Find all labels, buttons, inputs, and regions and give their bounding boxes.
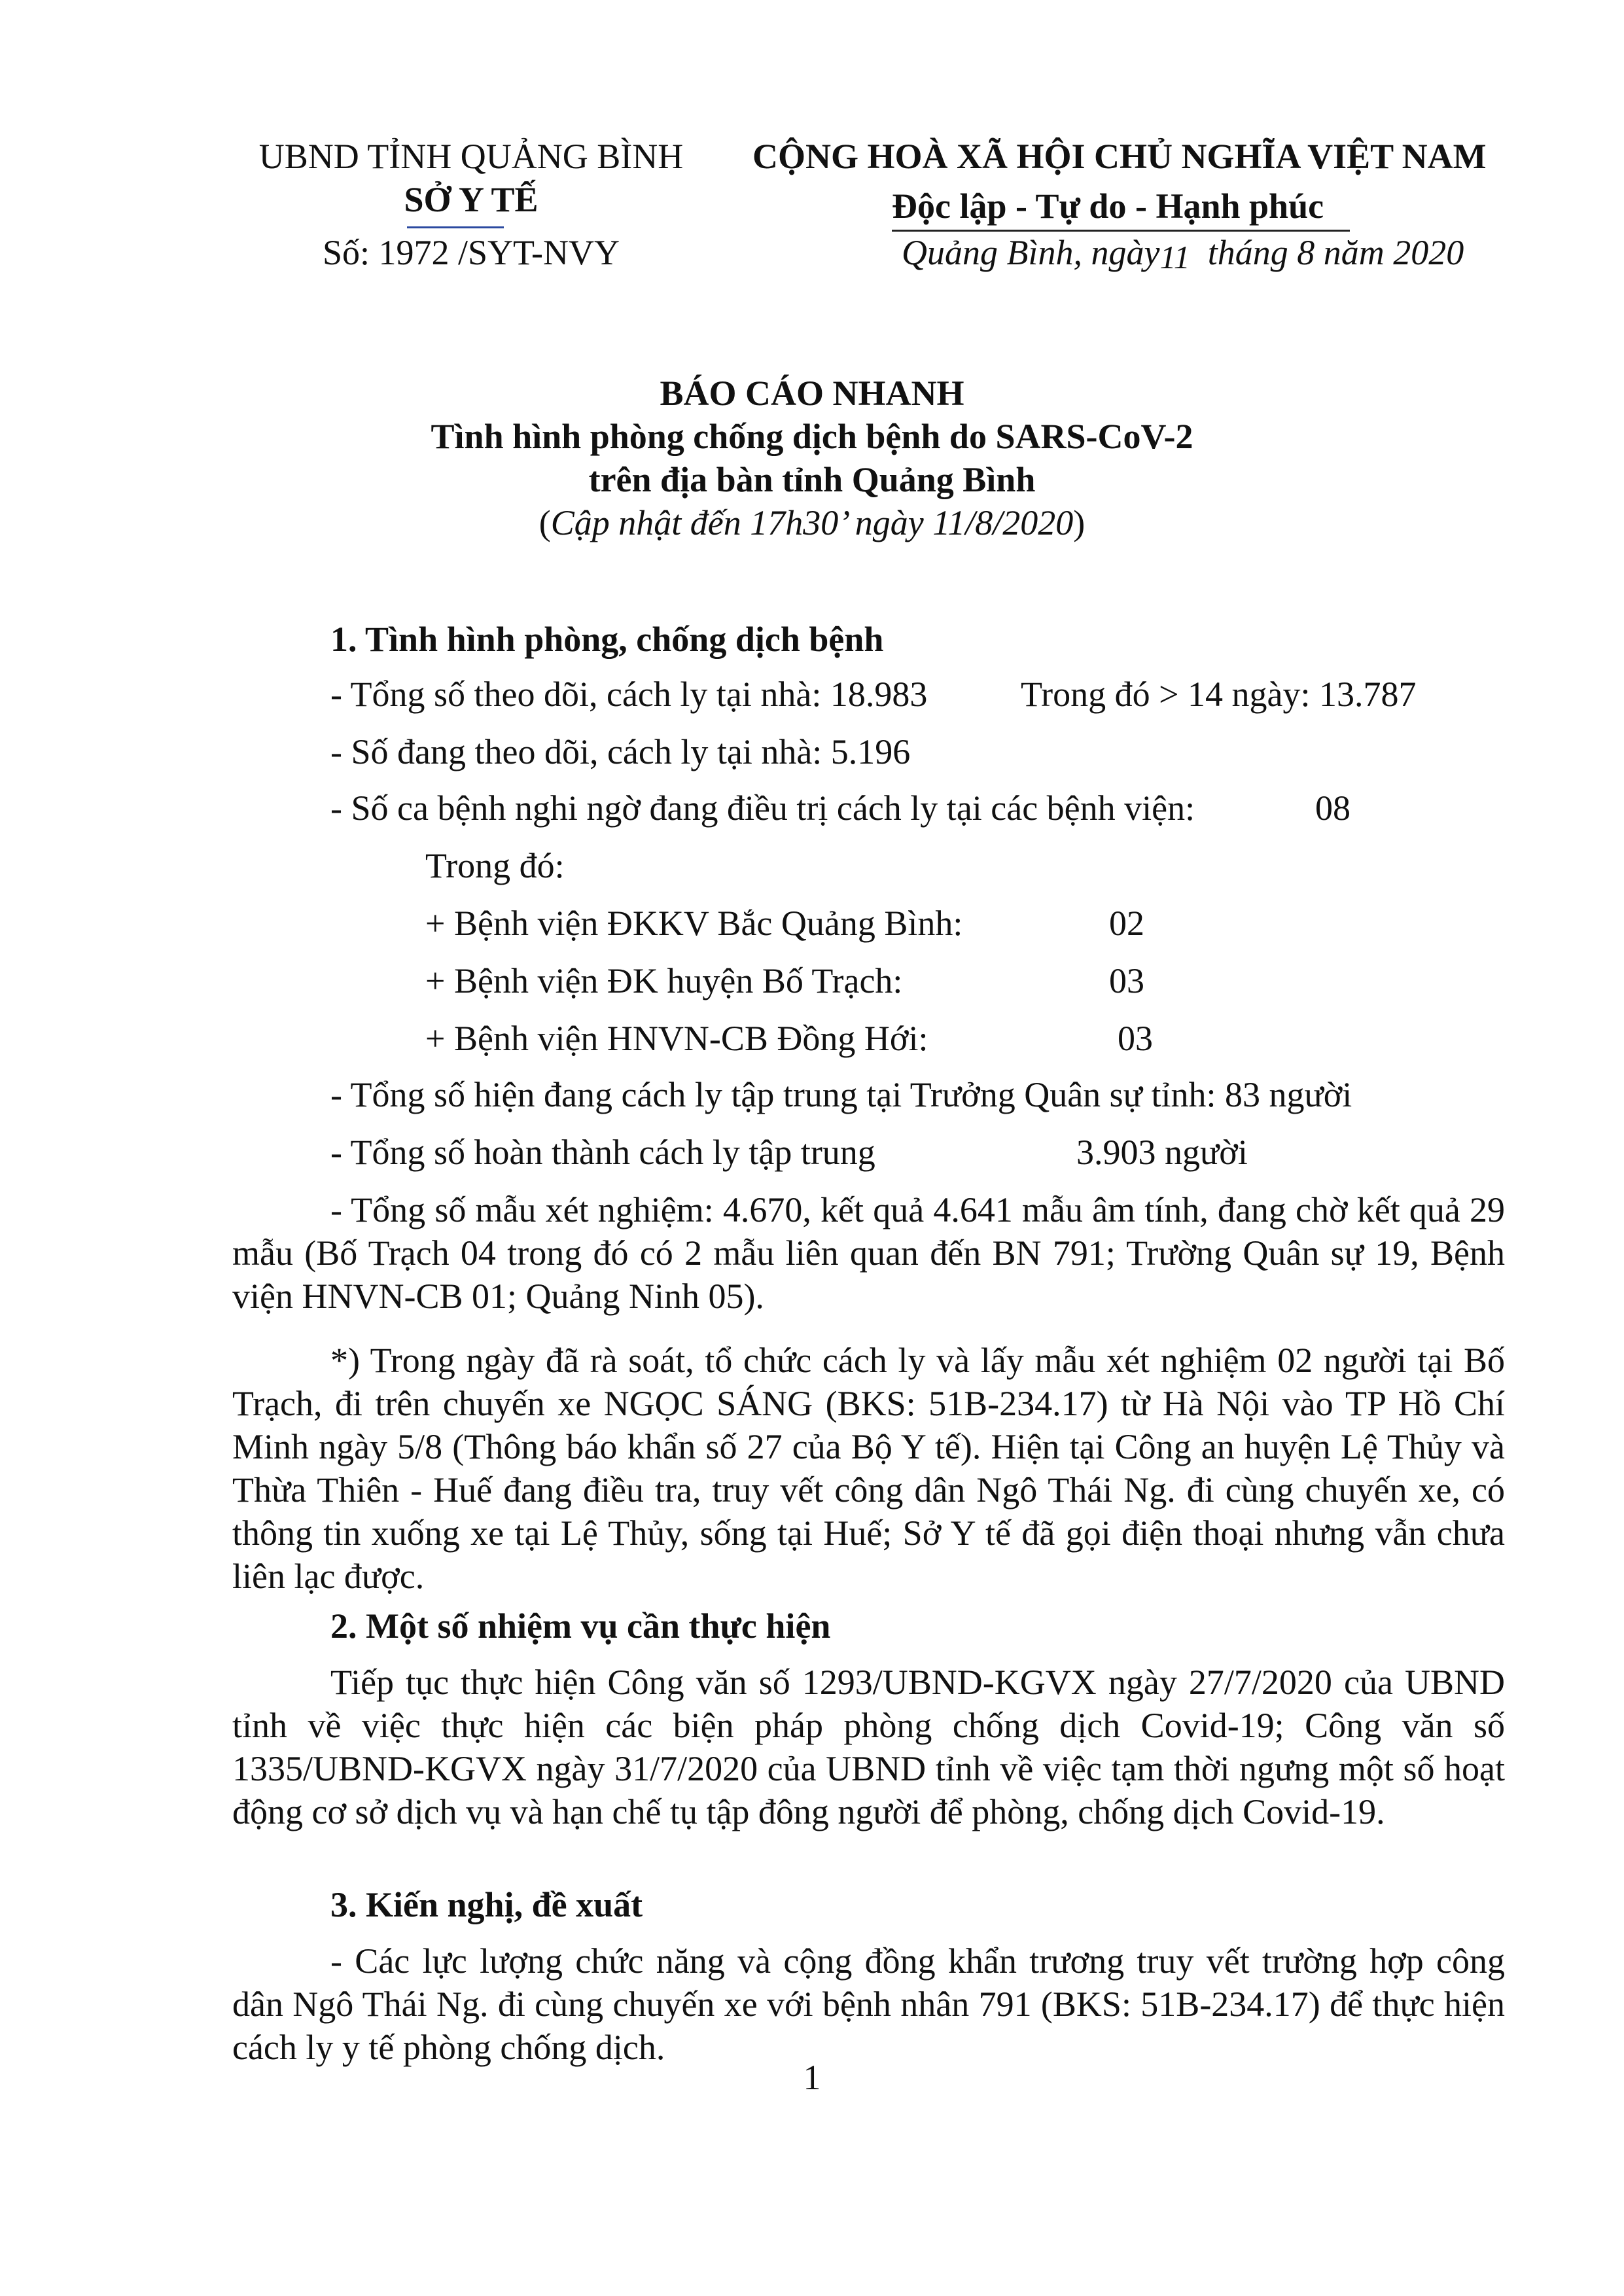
home-total: - Tổng số theo dõi, cách ly tại nhà: 18.983 [330, 675, 928, 714]
home-current: - Số đang theo dõi, cách ly tại nhà: 5.196 [330, 732, 911, 771]
date-day: 11 [1159, 239, 1190, 275]
hospital-value: 02 [1109, 904, 1144, 943]
hospital-name: + Bệnh viện ĐKKV Bắc Quảng Bình: [425, 904, 963, 943]
section2-paragraph: Tiếp tục thực hiện Công văn số 1293/UBND-KGVX ngày 27/7/2020 của UBND tỉnh về việc thực hiện các biện pháp phòng chống dịch Covid-19; Công văn số 1335/UBND-KGVX ngày 31/7/2020 của UBND tỉnh về việc tạm thời ngưng một số hoạt động cơ sở dịch vụ và hạn chế tụ tập đông người để phòng, chống dịch Covid-19. [232, 1663, 1505, 1831]
home-over14: Trong đó > 14 ngày: 13.787 [1021, 675, 1417, 714]
report-update-time [0, 501, 1624, 544]
suspected-label: - Số ca bệnh nghi ngờ đang điều trị cách ly tại các bệnh viện: [330, 788, 1195, 828]
page-number: 1 [803, 2058, 821, 2097]
in-which-label: Trong đó: [425, 846, 565, 885]
agency-name: SỞ Y TẾ [404, 180, 538, 219]
report-subtitle-area: trên địa bàn tỉnh Quảng Bình [588, 460, 1036, 499]
central-quarantine-done-label: - Tổng số hoàn thành cách ly tập trung [330, 1133, 875, 1172]
agency-underline [407, 226, 504, 228]
place-date-label: Quảng Bình, ngày [902, 233, 1160, 272]
hospital-value: 03 [1109, 961, 1144, 1000]
hospital-name: + Bệnh viện ĐK huyện Bố Trạch: [425, 961, 903, 1000]
section1-heading: 1. Tình hình phòng, chống dịch bệnh [330, 620, 884, 659]
update-paren-open: ( [538, 503, 551, 542]
report-title: BÁO CÁO NHANH [660, 374, 964, 413]
central-quarantine-current: - Tổng số hiện đang cách ly tập trung tại Trưởng Quân sự tỉnh: 83 người [330, 1075, 1352, 1114]
tracing-note-paragraph: *) Trong ngày đã rà soát, tổ chức cách ly và lấy mẫu xét nghiệm 02 người tại Bố Trạch, đi trên chuyến xe NGỌC SÁNG (BKS: 51B-234.17) từ Hà Nội vào TP Hồ Chí Minh ngày 5/8 (Thông báo khẩn số 27 của Bộ Y tế). Hiện tại Công an huyện Lệ Thủy và Thừa Thiên - Huế đang điều tra, truy vết công dân Ngô Thái Ng. đi cùng chuyến xe, có thông tin xuống xe tại Lệ Thủy, sống tại Huế; Sở Y tế đã gọi điện thoại nhưng vẫn chưa liên lạc được. [232, 1341, 1505, 1596]
hospital-name: + Bệnh viện HNVN-CB Đồng Hới: [425, 1019, 928, 1058]
hospital-value: 03 [1118, 1019, 1153, 1058]
document-number: Số: 1972 /SYT-NVY [322, 233, 620, 272]
report-subtitle: Tình hình phòng chống dịch bệnh do SARS-CoV-2 [431, 417, 1193, 456]
tests-paragraph: - Tổng số mẫu xét nghiệm: 4.670, kết quả 4.641 mẫu âm tính, đang chờ kết quả 29 mẫu (Bố Trạch 04 trong đó có 2 mẫu liên quan đến BN 791; Trường Quân sự 19, Bệnh viện HNVN-CB 01; Quảng Ninh 05). [232, 1190, 1505, 1316]
place-date [902, 231, 1464, 275]
national-motto: Độc lập - Tự do - Hạnh phúc [892, 186, 1324, 226]
section3-paragraph: - Các lực lượng chức năng và cộng đồng khẩn trương truy vết trường hợp công dân Ngô Thái Ng. đi cùng chuyến xe với bệnh nhân 791 (BKS: 51B-234.17) để thực hiện cách ly y tế phòng chống dịch. [232, 1941, 1505, 2067]
update-paren-close: ) [1073, 503, 1086, 542]
update-text: Cập nhật đến 17h30’ ngày 11/8/2020 [550, 503, 1074, 542]
section2-heading: 2. Một số nhiệm vụ cần thực hiện [330, 1606, 831, 1646]
section3-heading: 3. Kiến nghị, đề xuất [330, 1885, 643, 1924]
country-name: CỘNG HOÀ XÃ HỘI CHỦ NGHĨA VIỆT NAM [752, 137, 1487, 176]
suspected-value: 08 [1315, 788, 1350, 828]
central-quarantine-done-value: 3.903 người [1076, 1133, 1248, 1172]
date-month-year: tháng 8 năm 2020 [1207, 233, 1464, 272]
agency-parent: UBND TỈNH QUẢNG BÌNH [258, 137, 684, 176]
